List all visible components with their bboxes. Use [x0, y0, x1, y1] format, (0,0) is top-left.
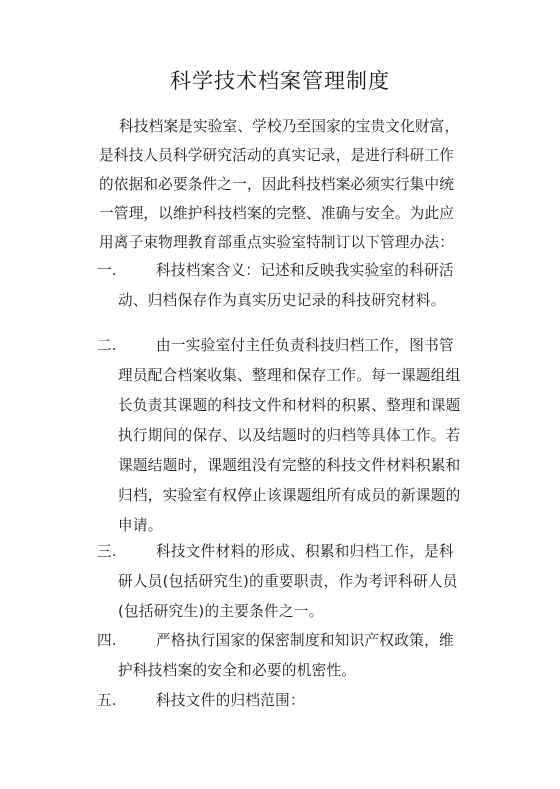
intro-line: 用离子束物理教育部重点实验室特制订以下管理办法：	[99, 234, 455, 251]
item-line: 由一实验室付主任负责科技归档工作，图书管	[156, 337, 454, 354]
item-number: 二.	[97, 337, 117, 354]
intro-paragraph	[99, 112, 469, 257]
item-number: 五.	[97, 692, 117, 709]
document-title: 科学技术档案管理制度	[170, 69, 390, 93]
item-line: 科技文件的归档范围：	[156, 692, 305, 709]
item-line: 科技档案含义：记述和反映我实验室的科研活	[156, 262, 454, 279]
item-line: 执行期间的保存、以及结题时的归档等具体工作。若	[118, 427, 461, 444]
item-line: 归档，实验室有权停止该课题组所有成员的新课题的	[118, 487, 461, 504]
item-line: 理员配合档案收集、整理和保存工作。每一课题组组	[118, 367, 461, 384]
item-number: 三.	[97, 543, 117, 560]
item-line: 严格执行国家的保密制度和知识产权政策，维	[156, 632, 454, 649]
intro-line: 科技档案是实验室、学校乃至国家的宝贵文化财富，	[119, 118, 460, 135]
item-line: 科技文件材料的形成、积累和归档工作，是科	[156, 543, 454, 560]
item-line: 动、归档保存作为真实历史记录的科技研究材料。	[118, 292, 446, 309]
item-number: 四.	[97, 632, 117, 649]
intro-line: 一管理，以维护科技档案的完整、准确与安全。为此应	[99, 205, 455, 222]
item-line: (包括研究生)的主要条件之一。	[118, 603, 324, 620]
item-line: 护科技档案的安全和必要的机密性。	[118, 662, 357, 679]
item-number: 一.	[97, 262, 117, 279]
intro-line: 的依据和必要条件之一，因此科技档案必须实行集中统	[99, 176, 455, 193]
item-line: 研人员(包括研究生)的重要职责，作为考评科研人员	[118, 573, 458, 590]
intro-line: 是科技人员科学研究活动的真实记录，是进行科研工作	[99, 147, 455, 164]
item-line: 申请。	[118, 517, 163, 534]
item-line: 课题结题时，课题组没有完整的科技文件材料积累和	[118, 457, 461, 474]
item-line: 长负责其课题的科技文件和材料的积累、整理和课题	[118, 397, 461, 414]
